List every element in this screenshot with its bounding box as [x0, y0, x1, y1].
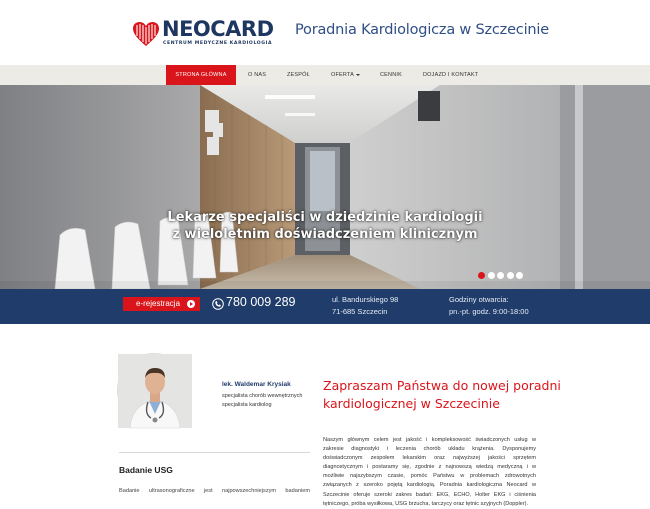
- logo-tagline: CENTRUM MEDYCZNE KARDIOLOGIA: [163, 41, 273, 46]
- welcome-paragraph: [323, 436, 536, 509]
- main-navigation: [0, 65, 650, 85]
- nav-item-team[interactable]: [287, 65, 310, 85]
- nav-item-offer[interactable]: [331, 65, 360, 85]
- caret-down-icon: [356, 74, 360, 76]
- phone-number[interactable]: 780 009 289: [226, 295, 296, 309]
- site-header: [0, 0, 650, 65]
- welcome-heading-line: kardiologicznej w Szczecinie: [323, 396, 500, 411]
- slider-dot[interactable]: [516, 272, 523, 279]
- doctor-role-line: specjalista kardiolog: [222, 402, 272, 408]
- slider-dot[interactable]: [497, 272, 504, 279]
- paragraph-line: związanych z szeroko pojętą kardiologią. Poradnia kardiologiczna Neocard w: [323, 482, 536, 489]
- doctor-specialization: [222, 392, 302, 410]
- hours-label: Godziny otwarcia:: [449, 295, 509, 304]
- hero-caption-line: z wieloletnim doświadczeniem klinicznym: [172, 227, 478, 242]
- doctor-role-line: specjalista chorób wewnętrznych: [222, 393, 303, 399]
- welcome-heading-line: Zapraszam Państwa do nowej poradni: [323, 378, 561, 393]
- nav-item-about[interactable]: [248, 65, 266, 85]
- nav-item-label: OFERTA: [331, 72, 354, 78]
- opening-hours: [449, 294, 529, 318]
- usg-description: Badanie ultrasonograficzne jest najpowszechniejszym badaniem: [119, 488, 310, 494]
- welcome-heading: [323, 377, 561, 413]
- hours-value: pn.-pt. godz. 9:00-18:00: [449, 307, 529, 316]
- nav-item-label: O NAS: [248, 72, 267, 78]
- erejestracja-button[interactable]: [123, 297, 200, 311]
- site-title: Poradnia Kardiologicza w Szczecinie: [295, 22, 549, 38]
- slider-dot[interactable]: [507, 272, 514, 279]
- erejestracja-label: e-rejestracja: [136, 299, 181, 308]
- address-line: ul. Bandurskiego 98: [332, 295, 399, 304]
- doctor-portrait: [118, 354, 192, 428]
- nav-item-label: ZESPÓŁ: [287, 72, 310, 78]
- paragraph-line: doświadczonym zespołem lekarskim oraz najwyższej jakości sprzętem: [323, 455, 536, 462]
- section-divider: [119, 452, 310, 453]
- contact-info-bar: [0, 289, 650, 324]
- nav-item-label: CENNIK: [380, 72, 402, 78]
- nav-item-home[interactable]: [166, 65, 236, 85]
- phone-icon: [212, 298, 224, 310]
- doctor-name: lek. Waldemar Krysiak: [222, 381, 291, 388]
- paragraph-line: diagnostycznym i postaramy się, zgodnie z najnowszą wiedzą medyczną i w: [323, 464, 536, 471]
- paragraph-line: Naszym głównym celem jest jakość i kompleksowość świadczonych usług w: [323, 437, 536, 443]
- nav-item-label: DOJAZD I KONTAKT: [423, 72, 479, 78]
- usg-section-title: Badanie USG: [119, 465, 173, 475]
- paragraph-line: zakresie diagnostyki i leczenia chorób układu krążenia. Dysponujemy: [323, 446, 536, 453]
- address-line: 71-685 Szczecin: [332, 307, 388, 316]
- doctor-avatar: [117, 353, 191, 427]
- address: [332, 294, 398, 318]
- paragraph-line: możliwie najszybszym czasie, pomóc Państwu w problemach zdrowotnych: [323, 473, 536, 480]
- paragraph-line: Szczecinie oferuje szeroki zakres badań: EKG, ECHO, Holter EKG i ciśnienia: [323, 491, 536, 498]
- slider-dot[interactable]: [488, 272, 495, 279]
- nav-item-pricing[interactable]: [380, 65, 402, 85]
- hero-slider[interactable]: [0, 85, 650, 289]
- heart-logo-icon: [132, 21, 160, 47]
- site-logo[interactable]: [132, 17, 274, 50]
- hero-photo: [0, 85, 650, 289]
- hero-caption: [0, 209, 650, 243]
- slider-dot[interactable]: [478, 272, 485, 279]
- nav-item-label: STRONA GŁÓWNA: [175, 72, 227, 78]
- arrow-right-icon: [187, 300, 195, 308]
- logo-wordmark: NEOCARD: [162, 17, 274, 41]
- hero-caption-line: Lekarze specjaliści w dziedzinie kardiologii: [167, 210, 483, 225]
- paragraph-line: tętniczego, próba wysiłkowa, USG brzucha, tarczycy oraz tętnic szyjnych (Doppler).: [323, 500, 529, 507]
- nav-item-contact[interactable]: [423, 65, 478, 85]
